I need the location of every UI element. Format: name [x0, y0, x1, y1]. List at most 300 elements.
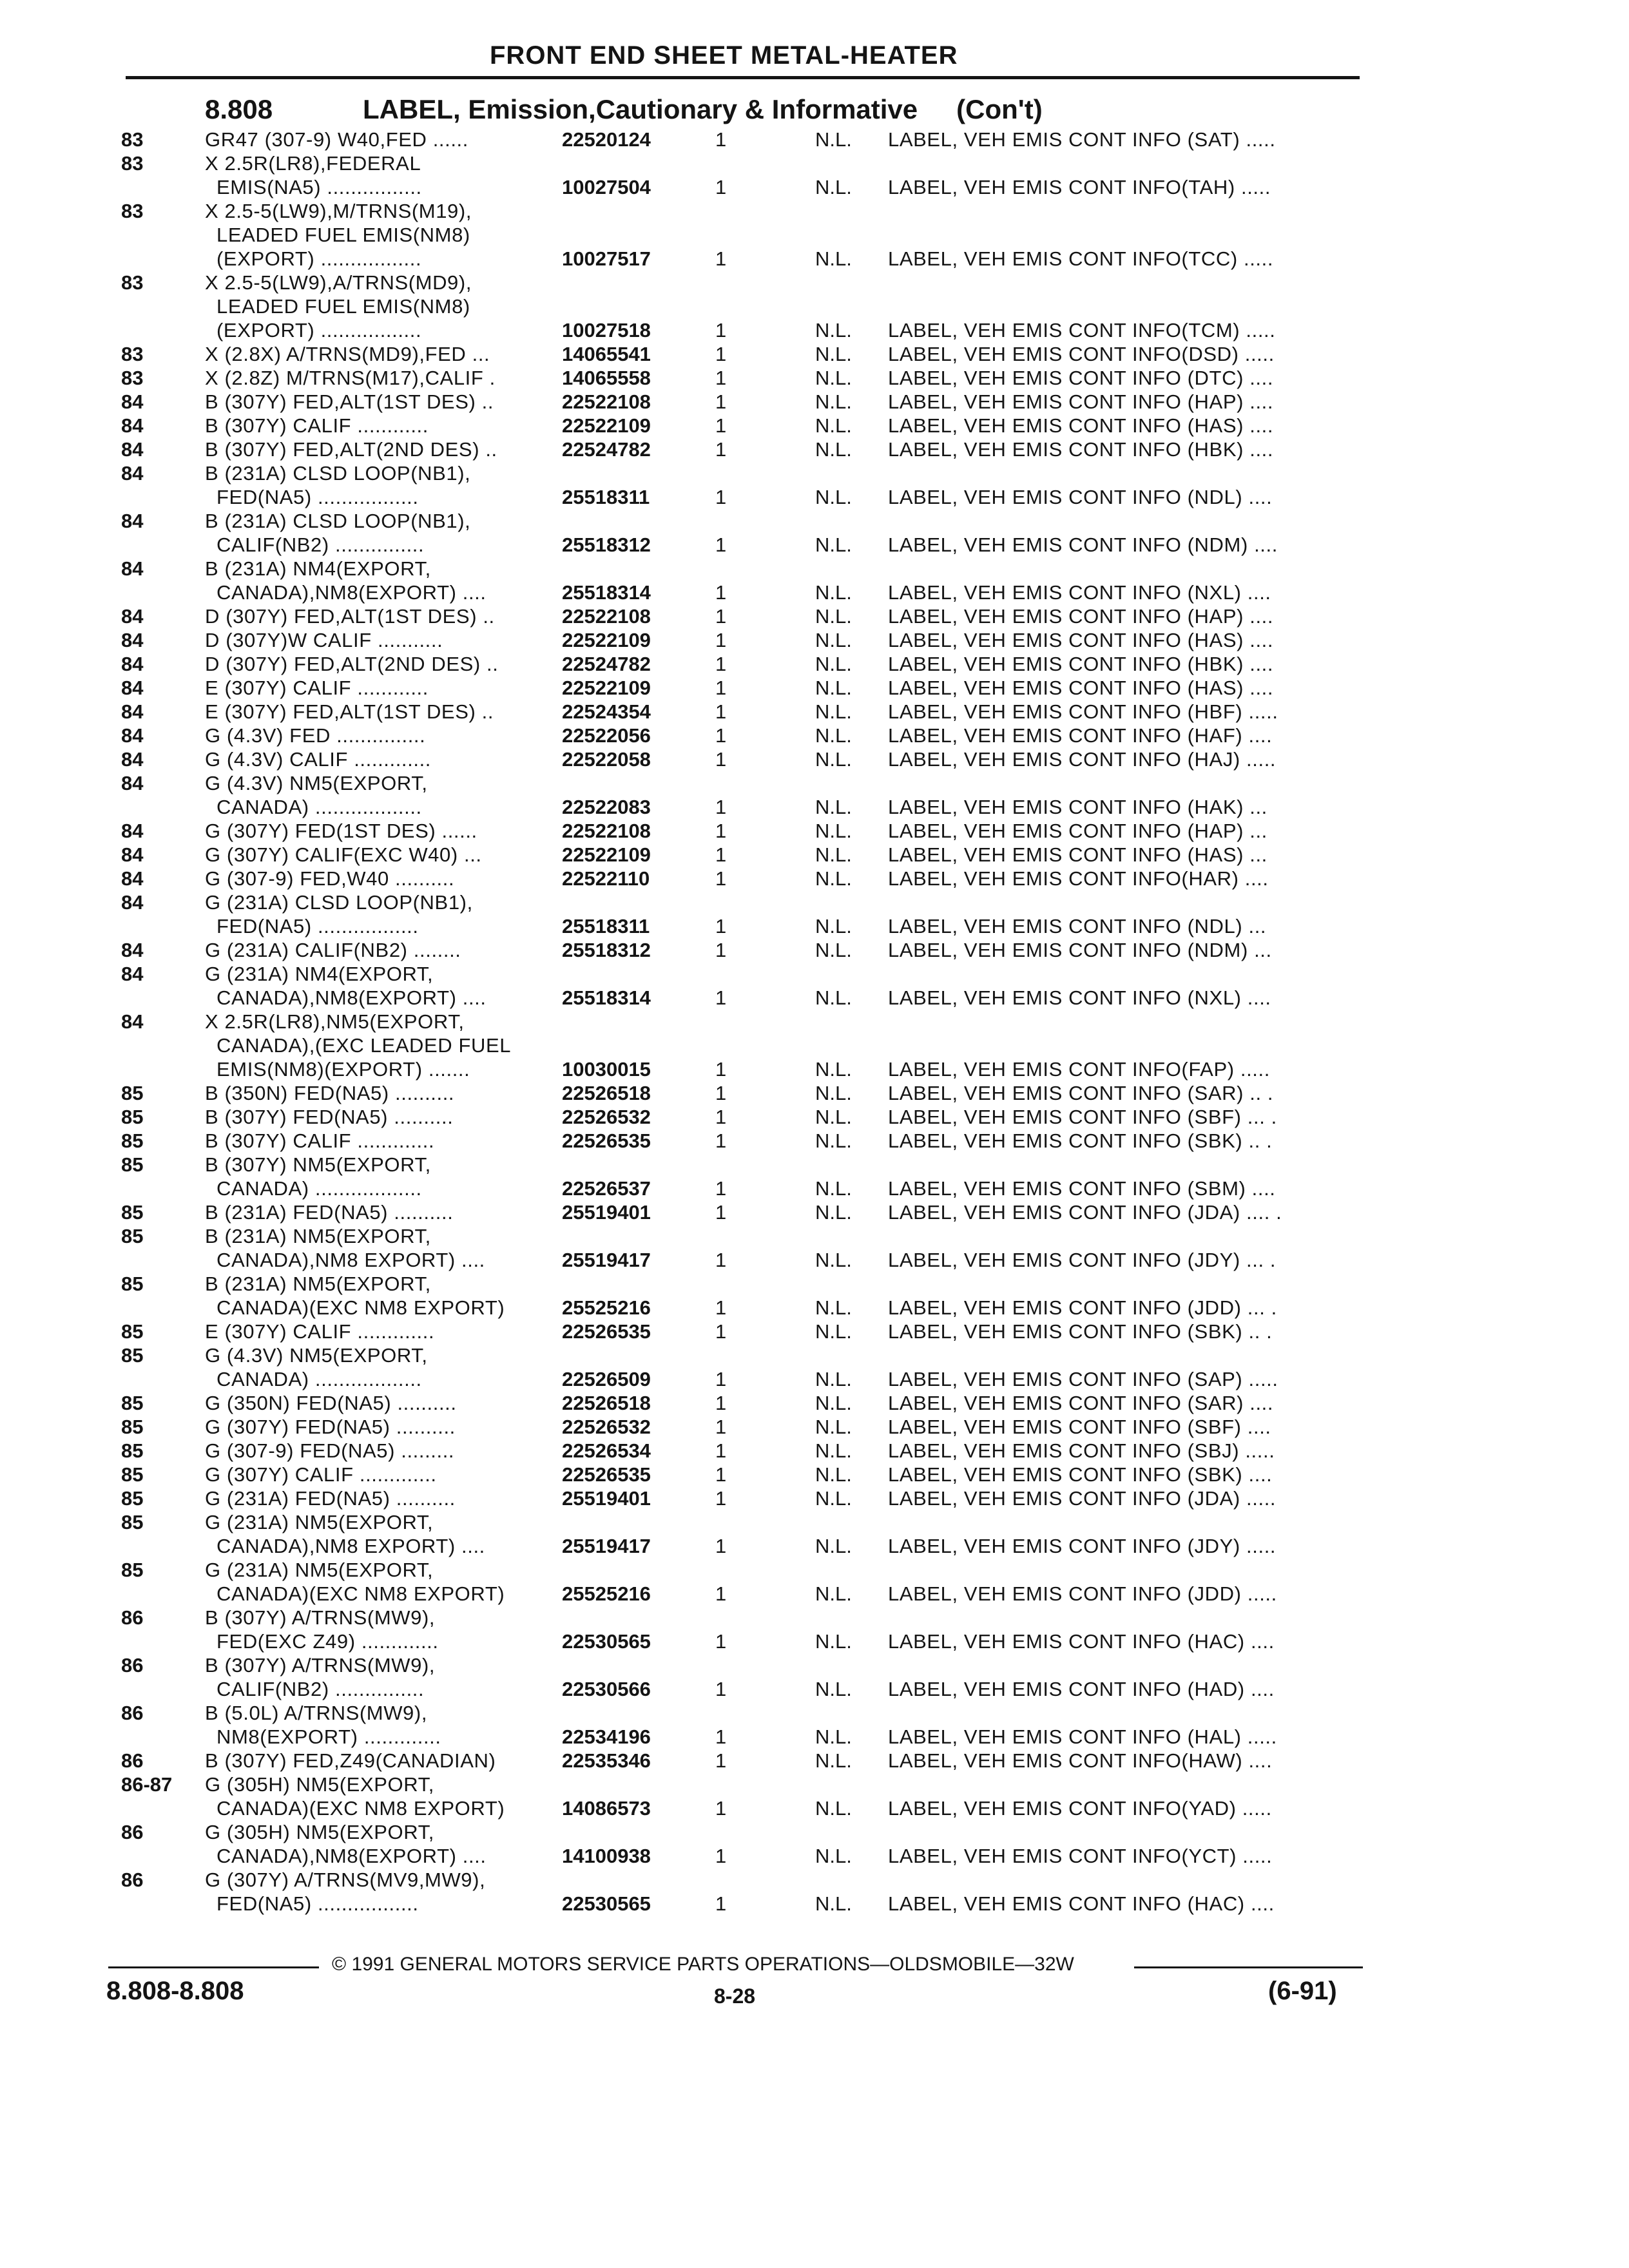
ref-number: 84 — [121, 724, 144, 747]
row-description: G (307-9) FED(NA5) ......... — [205, 1439, 455, 1462]
ref-number: 83 — [121, 152, 144, 175]
part-number: 14100938 — [562, 1845, 651, 1867]
ref-number: 85 — [121, 1416, 144, 1438]
row-description: G (4.3V) NM5(EXPORT, — [205, 1344, 428, 1367]
row-description: CALIF(NB2) ............... — [217, 1678, 425, 1700]
part-number: 25519401 — [562, 1201, 651, 1224]
nl-code: N.L. — [815, 629, 852, 651]
nl-code: N.L. — [815, 1725, 852, 1748]
quantity: 1 — [715, 653, 727, 675]
nl-code: N.L. — [815, 1678, 852, 1700]
nl-code: N.L. — [815, 1320, 852, 1343]
copyright-line: © 1991 GENERAL MOTORS SERVICE PARTS OPERATIONS—OLDSMOBILE—32W — [332, 1954, 1074, 1975]
table-row — [0, 271, 1629, 294]
table-row-continuation — [0, 1057, 1629, 1081]
part-name: LABEL, VEH EMIS CONT INFO (NDL) ... — [888, 915, 1267, 937]
part-name: LABEL, VEH EMIS CONT INFO (HAD) .... — [888, 1678, 1275, 1700]
table-row — [0, 1343, 1629, 1367]
row-description: D (307Y) FED,ALT(1ST DES) .. — [205, 605, 495, 628]
part-number: 22526534 — [562, 1439, 651, 1462]
table-row-continuation — [0, 175, 1629, 199]
ref-number: 85 — [121, 1463, 144, 1486]
quantity: 1 — [715, 1892, 727, 1915]
table-row-continuation — [0, 1796, 1629, 1820]
part-name: LABEL, VEH EMIS CONT INFO (HAP) .... — [888, 605, 1274, 628]
footer-rule-right — [1134, 1966, 1363, 1968]
part-number: 25518311 — [562, 486, 650, 508]
row-description: G (231A) CALIF(NB2) ........ — [205, 939, 461, 961]
row-description: G (307Y) FED(1ST DES) ...... — [205, 820, 477, 842]
quantity: 1 — [715, 486, 727, 508]
nl-code: N.L. — [815, 1058, 852, 1081]
table-row — [0, 1129, 1629, 1153]
table-row — [0, 1510, 1629, 1534]
nl-code: N.L. — [815, 1535, 852, 1557]
ref-number: 85 — [121, 1225, 144, 1247]
row-description: CANADA),NM8(EXPORT) .... — [217, 1845, 487, 1867]
nl-code: N.L. — [815, 867, 852, 890]
quantity: 1 — [715, 843, 727, 866]
part-name: LABEL, VEH EMIS CONT INFO (NXL) .... — [888, 986, 1271, 1009]
nl-code: N.L. — [815, 1487, 852, 1510]
table-row-continuation — [0, 294, 1629, 318]
table-row — [0, 509, 1629, 533]
nl-code: N.L. — [815, 677, 852, 699]
quantity: 1 — [715, 1129, 727, 1152]
quantity: 1 — [715, 414, 727, 437]
ref-number: 85 — [121, 1439, 144, 1462]
nl-code: N.L. — [815, 1439, 852, 1462]
part-name: LABEL, VEH EMIS CONT INFO (JDA) .... . — [888, 1201, 1282, 1224]
ref-number: 84 — [121, 653, 144, 675]
table-row — [0, 747, 1629, 771]
ref-number: 84 — [121, 939, 144, 961]
table-row-continuation — [0, 318, 1629, 342]
quantity: 1 — [715, 820, 727, 842]
quantity: 1 — [715, 319, 727, 341]
part-name: LABEL, VEH EMIS CONT INFO(TAH) ..... — [888, 176, 1271, 198]
row-description: (EXPORT) ................. — [217, 319, 422, 341]
part-name: LABEL, VEH EMIS CONT INFO (HAC) .... — [888, 1630, 1275, 1653]
part-number: 22522058 — [562, 748, 651, 771]
part-number: 10027504 — [562, 176, 651, 198]
part-name: LABEL, VEH EMIS CONT INFO (JDA) ..... — [888, 1487, 1277, 1510]
part-number: 22530565 — [562, 1892, 651, 1915]
part-name: LABEL, VEH EMIS CONT INFO (SAT) ..... — [888, 128, 1276, 151]
nl-code: N.L. — [815, 581, 852, 604]
quantity: 1 — [715, 438, 727, 461]
nl-code: N.L. — [815, 939, 852, 961]
ref-number: 85 — [121, 1106, 144, 1128]
nl-code: N.L. — [815, 1797, 852, 1820]
row-description: FED(NA5) ................. — [217, 486, 419, 508]
table-row — [0, 1391, 1629, 1415]
row-description: G (231A) NM4(EXPORT, — [205, 963, 434, 985]
nl-code: N.L. — [815, 390, 852, 413]
table-row — [0, 700, 1629, 724]
row-description: G (4.3V) CALIF ............. — [205, 748, 431, 771]
ref-number: 84 — [121, 748, 144, 771]
part-number: 25519417 — [562, 1535, 651, 1557]
table-row-continuation — [0, 1367, 1629, 1391]
row-description: X 2.5R(LR8),FEDERAL — [205, 152, 421, 175]
table-row — [0, 342, 1629, 366]
part-number: 22524782 — [562, 438, 651, 461]
nl-code: N.L. — [815, 1129, 852, 1152]
row-description: B (231A) CLSD LOOP(NB1), — [205, 510, 471, 532]
part-number: 22522083 — [562, 796, 651, 818]
quantity: 1 — [715, 390, 727, 413]
footer-section-range: 8.808-8.808 — [106, 1977, 244, 2005]
ref-number: 85 — [121, 1201, 144, 1224]
row-description: CANADA) .................. — [217, 796, 422, 818]
nl-code: N.L. — [815, 247, 852, 270]
part-name: LABEL, VEH EMIS CONT INFO (SBK) .. . — [888, 1129, 1273, 1152]
table-row-continuation — [0, 1629, 1629, 1653]
ref-number: 84 — [121, 867, 144, 890]
part-name: LABEL, VEH EMIS CONT INFO (SBK) .... — [888, 1463, 1273, 1486]
part-name: LABEL, VEH EMIS CONT INFO(YAD) ..... — [888, 1797, 1272, 1820]
table-row — [0, 1820, 1629, 1844]
footer-page-number: 8-28 — [714, 1984, 756, 2008]
part-number: 22522108 — [562, 390, 651, 413]
nl-code: N.L. — [815, 1368, 852, 1390]
part-number: 22522109 — [562, 629, 651, 651]
part-name: LABEL, VEH EMIS CONT INFO(YCT) ..... — [888, 1845, 1273, 1867]
table-row — [0, 414, 1629, 437]
part-name: LABEL, VEH EMIS CONT INFO(DSD) ..... — [888, 343, 1275, 365]
quantity: 1 — [715, 533, 727, 556]
row-description: CANADA)(EXC NM8 EXPORT) — [217, 1797, 505, 1820]
part-number: 10027518 — [562, 319, 651, 341]
row-description: B (307Y) FED(NA5) .......... — [205, 1106, 454, 1128]
quantity: 1 — [715, 1845, 727, 1867]
part-number: 22522109 — [562, 414, 651, 437]
table-row — [0, 390, 1629, 414]
table-row — [0, 1749, 1629, 1773]
part-name: LABEL, VEH EMIS CONT INFO (SAP) ..... — [888, 1368, 1278, 1390]
nl-code: N.L. — [815, 414, 852, 437]
quantity: 1 — [715, 915, 727, 937]
quantity: 1 — [715, 1797, 727, 1820]
quantity: 1 — [715, 128, 727, 151]
ref-number: 86 — [121, 1869, 144, 1891]
row-description: B (307Y) FED,Z49(CANADIAN) — [205, 1749, 496, 1772]
nl-code: N.L. — [815, 1463, 852, 1486]
row-description: G (307Y) FED(NA5) .......... — [205, 1416, 456, 1438]
nl-code: N.L. — [815, 915, 852, 937]
section-number: 8.808 — [205, 94, 273, 124]
part-name: LABEL, VEH EMIS CONT INFO (SBF) .... — [888, 1416, 1271, 1438]
part-number: 22524782 — [562, 653, 651, 675]
part-number: 25525216 — [562, 1296, 651, 1319]
ref-number: 85 — [121, 1129, 144, 1152]
nl-code: N.L. — [815, 1106, 852, 1128]
row-description: G (4.3V) NM5(EXPORT, — [205, 772, 428, 794]
nl-code: N.L. — [815, 1177, 852, 1200]
quantity: 1 — [715, 1201, 727, 1224]
part-number: 22526537 — [562, 1177, 651, 1200]
part-number: 22524354 — [562, 700, 651, 723]
row-description: G (305H) NM5(EXPORT, — [205, 1821, 434, 1843]
table-row — [0, 461, 1629, 485]
row-description: FED(NA5) ................. — [217, 915, 419, 937]
ref-number: 84 — [121, 390, 144, 413]
part-name: LABEL, VEH EMIS CONT INFO (HBK) .... — [888, 653, 1274, 675]
part-number: 22522109 — [562, 843, 651, 866]
nl-code: N.L. — [815, 367, 852, 389]
quantity: 1 — [715, 1320, 727, 1343]
table-row — [0, 652, 1629, 676]
part-number: 25518312 — [562, 939, 651, 961]
part-name: LABEL, VEH EMIS CONT INFO (HAC) .... — [888, 1892, 1275, 1915]
part-name: LABEL, VEH EMIS CONT INFO (SBM) .... — [888, 1177, 1276, 1200]
table-row — [0, 1272, 1629, 1296]
row-description: CANADA) .................. — [217, 1177, 422, 1200]
ref-number: 84 — [121, 843, 144, 866]
part-name: LABEL, VEH EMIS CONT INFO (HAK) ... — [888, 796, 1268, 818]
part-name: LABEL, VEH EMIS CONT INFO (SAR) .... — [888, 1392, 1274, 1414]
part-number: 22534196 — [562, 1725, 651, 1748]
section-heading — [205, 94, 1043, 125]
table-row — [0, 1415, 1629, 1439]
part-number: 25518311 — [562, 915, 650, 937]
row-description: EMIS(NA5) ................ — [217, 176, 422, 198]
row-description: B (231A) NM4(EXPORT, — [205, 557, 431, 580]
quantity: 1 — [715, 1582, 727, 1605]
nl-code: N.L. — [815, 748, 852, 771]
row-description: B (307Y) A/TRNS(MW9), — [205, 1606, 436, 1629]
row-description: B (307Y) FED,ALT(1ST DES) .. — [205, 390, 494, 413]
quantity: 1 — [715, 1678, 727, 1700]
quantity: 1 — [715, 1439, 727, 1462]
table-row — [0, 557, 1629, 581]
row-description: X (2.8X) A/TRNS(MD9),FED ... — [205, 343, 490, 365]
table-row — [0, 1653, 1629, 1677]
ref-number: 84 — [121, 438, 144, 461]
nl-code: N.L. — [815, 843, 852, 866]
part-name: LABEL, VEH EMIS CONT INFO (SBF) ... . — [888, 1106, 1277, 1128]
table-row — [0, 1105, 1629, 1129]
table-row — [0, 890, 1629, 914]
table-row — [0, 437, 1629, 461]
row-description: E (307Y) FED,ALT(1ST DES) .. — [205, 700, 494, 723]
quantity: 1 — [715, 677, 727, 699]
part-name: LABEL, VEH EMIS CONT INFO (HBK) .... — [888, 438, 1274, 461]
ref-number: 85 — [121, 1487, 144, 1510]
row-description: G (231A) CLSD LOOP(NB1), — [205, 891, 473, 914]
ref-number: 85 — [121, 1344, 144, 1367]
row-description: D (307Y) FED,ALT(2ND DES) .. — [205, 653, 499, 675]
table-row-continuation — [0, 986, 1629, 1010]
table-row — [0, 867, 1629, 890]
table-row — [0, 151, 1629, 175]
table-row-continuation — [0, 1033, 1629, 1057]
table-row — [0, 1010, 1629, 1033]
part-number: 10027517 — [562, 247, 651, 270]
part-name: LABEL, VEH EMIS CONT INFO (HAP) .... — [888, 390, 1274, 413]
table-row — [0, 1463, 1629, 1486]
nl-code: N.L. — [815, 986, 852, 1009]
ref-number: 84 — [121, 462, 144, 485]
part-name: LABEL, VEH EMIS CONT INFO (JDD) ..... — [888, 1582, 1277, 1605]
part-number: 25519401 — [562, 1487, 651, 1510]
row-description: LEADED FUEL EMIS(NM8) — [217, 295, 470, 318]
footer-date: (6-91) — [1268, 1977, 1337, 2005]
table-row — [0, 724, 1629, 747]
part-name: LABEL, VEH EMIS CONT INFO (NXL) .... — [888, 581, 1271, 604]
part-number: 25518314 — [562, 581, 651, 604]
ref-number: 84 — [121, 963, 144, 985]
table-row-continuation — [0, 1844, 1629, 1868]
table-row — [0, 1773, 1629, 1796]
table-row-continuation — [0, 247, 1629, 271]
row-description: B (231A) FED(NA5) .......... — [205, 1201, 454, 1224]
quantity: 1 — [715, 605, 727, 628]
table-row — [0, 1081, 1629, 1105]
row-description: B (307Y) CALIF ............ — [205, 414, 429, 437]
part-number: 22526518 — [562, 1082, 651, 1104]
ref-number: 85 — [121, 1320, 144, 1343]
table-row — [0, 819, 1629, 843]
part-name: LABEL, VEH EMIS CONT INFO (HAS) ... — [888, 843, 1268, 866]
nl-code: N.L. — [815, 1082, 852, 1104]
row-description: CALIF(NB2) ............... — [217, 533, 425, 556]
part-number: 22526532 — [562, 1416, 651, 1438]
nl-code: N.L. — [815, 1630, 852, 1653]
part-name: LABEL, VEH EMIS CONT INFO(TCM) ..... — [888, 319, 1276, 341]
row-description: G (231A) FED(NA5) .......... — [205, 1487, 456, 1510]
row-description: B (231A) NM5(EXPORT, — [205, 1225, 431, 1247]
table-row-continuation — [0, 1248, 1629, 1272]
row-description: X 2.5-5(LW9),M/TRNS(M19), — [205, 200, 472, 222]
table-row-continuation — [0, 485, 1629, 509]
row-description: G (4.3V) FED ............... — [205, 724, 426, 747]
ref-number: 84 — [121, 677, 144, 699]
quantity: 1 — [715, 1392, 727, 1414]
part-name: LABEL, VEH EMIS CONT INFO(FAP) ..... — [888, 1058, 1270, 1081]
row-description: X 2.5R(LR8),NM5(EXPORT, — [205, 1010, 465, 1033]
nl-code: N.L. — [815, 724, 852, 747]
row-description: CANADA),NM8(EXPORT) .... — [217, 986, 487, 1009]
table-row — [0, 366, 1629, 390]
quantity: 1 — [715, 1368, 727, 1390]
table-row-continuation — [0, 1677, 1629, 1701]
table-row — [0, 1486, 1629, 1510]
part-name: LABEL, VEH EMIS CONT INFO (HAS) .... — [888, 677, 1274, 699]
ref-number: 84 — [121, 772, 144, 794]
table-row — [0, 1224, 1629, 1248]
ref-number: 85 — [121, 1559, 144, 1581]
quantity: 1 — [715, 724, 727, 747]
nl-code: N.L. — [815, 533, 852, 556]
row-description: FED(EXC Z49) ............. — [217, 1630, 439, 1653]
ref-number: 83 — [121, 200, 144, 222]
quantity: 1 — [715, 367, 727, 389]
ref-number: 83 — [121, 343, 144, 365]
table-row-continuation — [0, 1534, 1629, 1558]
ref-number: 83 — [121, 271, 144, 294]
row-description: G (307Y) A/TRNS(MV9,MW9), — [205, 1869, 486, 1891]
nl-code: N.L. — [815, 1249, 852, 1271]
table-row-continuation — [0, 1582, 1629, 1606]
table-row-continuation — [0, 581, 1629, 604]
table-row — [0, 199, 1629, 223]
quantity: 1 — [715, 1749, 727, 1772]
table-row — [0, 962, 1629, 986]
part-name: LABEL, VEH EMIS CONT INFO (SBK) .. . — [888, 1320, 1273, 1343]
quantity: 1 — [715, 176, 727, 198]
row-description: CANADA),NM8 EXPORT) .... — [217, 1535, 485, 1557]
nl-code: N.L. — [815, 700, 852, 723]
nl-code: N.L. — [815, 796, 852, 818]
ref-number: 84 — [121, 510, 144, 532]
table-row — [0, 128, 1629, 151]
row-description: B (307Y) FED,ALT(2ND DES) .. — [205, 438, 497, 461]
quantity: 1 — [715, 1535, 727, 1557]
ref-number: 86-87 — [121, 1773, 173, 1796]
part-number: 22522108 — [562, 605, 651, 628]
quantity: 1 — [715, 1058, 727, 1081]
table-row — [0, 1701, 1629, 1725]
part-number: 22522056 — [562, 724, 651, 747]
quantity: 1 — [715, 939, 727, 961]
table-row — [0, 676, 1629, 700]
row-description: B (231A) NM5(EXPORT, — [205, 1273, 431, 1295]
quantity: 1 — [715, 867, 727, 890]
part-number: 25525216 — [562, 1582, 651, 1605]
part-name: LABEL, VEH EMIS CONT INFO(TCC) ..... — [888, 247, 1274, 270]
row-description: G (231A) NM5(EXPORT, — [205, 1559, 434, 1581]
row-description: B (350N) FED(NA5) .......... — [205, 1082, 455, 1104]
ref-number: 84 — [121, 1010, 144, 1033]
quantity: 1 — [715, 1630, 727, 1653]
table-row — [0, 604, 1629, 628]
part-name: LABEL, VEH EMIS CONT INFO (HAS) .... — [888, 629, 1274, 651]
nl-code: N.L. — [815, 176, 852, 198]
quantity: 1 — [715, 1725, 727, 1748]
nl-code: N.L. — [815, 820, 852, 842]
nl-code: N.L. — [815, 438, 852, 461]
table-row — [0, 1153, 1629, 1177]
row-description: B (231A) CLSD LOOP(NB1), — [205, 462, 471, 485]
table-row — [0, 771, 1629, 795]
part-number: 22526532 — [562, 1106, 651, 1128]
nl-code: N.L. — [815, 128, 852, 151]
part-number: 22530566 — [562, 1678, 651, 1700]
part-number: 22530565 — [562, 1630, 651, 1653]
ref-number: 85 — [121, 1511, 144, 1533]
part-number: 22535346 — [562, 1749, 651, 1772]
ref-number: 85 — [121, 1153, 144, 1176]
row-description: GR47 (307-9) W40,FED ...... — [205, 128, 468, 151]
ref-number: 86 — [121, 1749, 144, 1772]
ref-number: 84 — [121, 700, 144, 723]
row-description: G (350N) FED(NA5) .......... — [205, 1392, 457, 1414]
ref-number: 85 — [121, 1273, 144, 1295]
ref-number: 86 — [121, 1821, 144, 1843]
table-row-continuation — [0, 1892, 1629, 1916]
part-name: LABEL, VEH EMIS CONT INFO(HAR) .... — [888, 867, 1269, 890]
table-row-continuation — [0, 1725, 1629, 1749]
row-description: CANADA)(EXC NM8 EXPORT) — [217, 1582, 505, 1605]
row-description: E (307Y) CALIF ............. — [205, 1320, 435, 1343]
table-row-continuation — [0, 914, 1629, 938]
quantity: 1 — [715, 1487, 727, 1510]
nl-code: N.L. — [815, 653, 852, 675]
row-description: B (307Y) A/TRNS(MW9), — [205, 1654, 436, 1677]
section-title: LABEL, Emission,Cautionary & Informative — [363, 94, 918, 124]
